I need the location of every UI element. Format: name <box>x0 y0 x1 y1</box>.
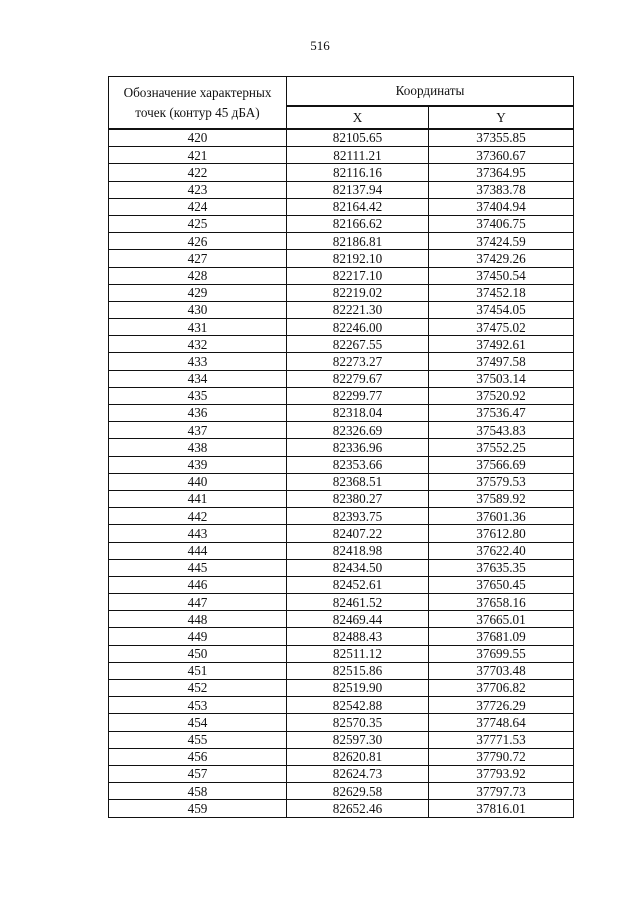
cell-x: 82488.43 <box>287 628 429 645</box>
cell-x: 82469.44 <box>287 611 429 628</box>
cell-x: 82515.86 <box>287 662 429 679</box>
table-row <box>109 353 574 370</box>
table-row <box>109 783 574 800</box>
cell-y: 37429.26 <box>429 250 574 267</box>
table-row <box>109 490 574 507</box>
cell-y: 37699.55 <box>429 645 574 662</box>
cell-y: 37503.14 <box>429 370 574 387</box>
table-row <box>109 319 574 336</box>
cell-point: 430 <box>109 301 287 318</box>
table-body <box>109 129 574 817</box>
cell-y: 37383.78 <box>429 181 574 198</box>
cell-point: 420 <box>109 129 287 147</box>
table-row <box>109 456 574 473</box>
table-row <box>109 370 574 387</box>
cell-x: 82570.35 <box>287 714 429 731</box>
table-row <box>109 559 574 576</box>
cell-point: 453 <box>109 697 287 714</box>
cell-y: 37589.92 <box>429 490 574 507</box>
cell-y: 37612.80 <box>429 525 574 542</box>
cell-y: 37622.40 <box>429 542 574 559</box>
cell-point: 448 <box>109 611 287 628</box>
cell-x: 82368.51 <box>287 473 429 490</box>
table-row <box>109 198 574 215</box>
cell-point: 443 <box>109 525 287 542</box>
cell-x: 82164.42 <box>287 198 429 215</box>
cell-point: 451 <box>109 662 287 679</box>
cell-point: 450 <box>109 645 287 662</box>
cell-y: 37706.82 <box>429 680 574 697</box>
table-row <box>109 748 574 765</box>
header-x: X <box>287 106 429 129</box>
cell-point: 458 <box>109 783 287 800</box>
table-row <box>109 680 574 697</box>
cell-point: 446 <box>109 576 287 593</box>
table-row <box>109 215 574 232</box>
cell-point: 432 <box>109 336 287 353</box>
cell-y: 37497.58 <box>429 353 574 370</box>
cell-point: 426 <box>109 233 287 250</box>
table-row <box>109 800 574 817</box>
cell-y: 37790.72 <box>429 748 574 765</box>
cell-point: 435 <box>109 387 287 404</box>
cell-x: 82461.52 <box>287 594 429 611</box>
cell-x: 82318.04 <box>287 405 429 422</box>
table-row <box>109 422 574 439</box>
cell-y: 37492.61 <box>429 336 574 353</box>
coordinates-table <box>108 76 574 818</box>
table-row <box>109 301 574 318</box>
cell-point: 447 <box>109 594 287 611</box>
cell-x: 82111.21 <box>287 147 429 164</box>
table-row <box>109 147 574 164</box>
cell-y: 37406.75 <box>429 215 574 232</box>
cell-point: 442 <box>109 508 287 525</box>
cell-point: 434 <box>109 370 287 387</box>
cell-y: 37364.95 <box>429 164 574 181</box>
cell-x: 82267.55 <box>287 336 429 353</box>
cell-y: 37703.48 <box>429 662 574 679</box>
cell-y: 37520.92 <box>429 387 574 404</box>
table-row <box>109 336 574 353</box>
cell-y: 37566.69 <box>429 456 574 473</box>
cell-point: 456 <box>109 748 287 765</box>
cell-point: 437 <box>109 422 287 439</box>
table-row <box>109 473 574 490</box>
cell-point: 438 <box>109 439 287 456</box>
table-row <box>109 164 574 181</box>
cell-point: 425 <box>109 215 287 232</box>
table-row <box>109 439 574 456</box>
table-row <box>109 508 574 525</box>
cell-y: 37681.09 <box>429 628 574 645</box>
table-row <box>109 765 574 782</box>
cell-y: 37536.47 <box>429 405 574 422</box>
cell-point: 439 <box>109 456 287 473</box>
table-row <box>109 284 574 301</box>
header-y: Y <box>429 106 574 129</box>
table-row <box>109 525 574 542</box>
cell-y: 37650.45 <box>429 576 574 593</box>
table-header <box>109 77 574 130</box>
cell-x: 82336.96 <box>287 439 429 456</box>
cell-x: 82246.00 <box>287 319 429 336</box>
table-row <box>109 594 574 611</box>
header-coordinates: Координаты <box>287 77 574 107</box>
table-row <box>109 714 574 731</box>
cell-point: 429 <box>109 284 287 301</box>
cell-x: 82519.90 <box>287 680 429 697</box>
cell-x: 82620.81 <box>287 748 429 765</box>
cell-x: 82221.30 <box>287 301 429 318</box>
cell-x: 82186.81 <box>287 233 429 250</box>
cell-x: 82353.66 <box>287 456 429 473</box>
cell-y: 37793.92 <box>429 765 574 782</box>
cell-point: 441 <box>109 490 287 507</box>
table-row <box>109 233 574 250</box>
table-row <box>109 129 574 147</box>
table-row <box>109 542 574 559</box>
cell-x: 82597.30 <box>287 731 429 748</box>
cell-x: 82192.10 <box>287 250 429 267</box>
cell-x: 82452.61 <box>287 576 429 593</box>
cell-x: 82279.67 <box>287 370 429 387</box>
cell-y: 37452.18 <box>429 284 574 301</box>
cell-point: 459 <box>109 800 287 817</box>
cell-point: 444 <box>109 542 287 559</box>
cell-y: 37816.01 <box>429 800 574 817</box>
table-row <box>109 181 574 198</box>
table-row <box>109 731 574 748</box>
table-row <box>109 628 574 645</box>
cell-y: 37601.36 <box>429 508 574 525</box>
cell-y: 37475.02 <box>429 319 574 336</box>
cell-point: 436 <box>109 405 287 422</box>
cell-x: 82217.10 <box>287 267 429 284</box>
cell-x: 82137.94 <box>287 181 429 198</box>
cell-x: 82434.50 <box>287 559 429 576</box>
table-row <box>109 405 574 422</box>
cell-y: 37355.85 <box>429 129 574 147</box>
cell-x: 82116.16 <box>287 164 429 181</box>
cell-y: 37797.73 <box>429 783 574 800</box>
cell-point: 445 <box>109 559 287 576</box>
cell-y: 37404.94 <box>429 198 574 215</box>
cell-x: 82652.46 <box>287 800 429 817</box>
cell-x: 82511.12 <box>287 645 429 662</box>
cell-y: 37454.05 <box>429 301 574 318</box>
cell-y: 37543.83 <box>429 422 574 439</box>
cell-y: 37665.01 <box>429 611 574 628</box>
cell-x: 82629.58 <box>287 783 429 800</box>
cell-point: 423 <box>109 181 287 198</box>
cell-point: 455 <box>109 731 287 748</box>
cell-x: 82407.22 <box>287 525 429 542</box>
cell-x: 82219.02 <box>287 284 429 301</box>
cell-y: 37748.64 <box>429 714 574 731</box>
cell-y: 37771.53 <box>429 731 574 748</box>
table-row <box>109 267 574 284</box>
cell-y: 37726.29 <box>429 697 574 714</box>
table-row <box>109 387 574 404</box>
cell-point: 427 <box>109 250 287 267</box>
cell-point: 428 <box>109 267 287 284</box>
cell-point: 457 <box>109 765 287 782</box>
table-row <box>109 576 574 593</box>
cell-x: 82624.73 <box>287 765 429 782</box>
cell-point: 424 <box>109 198 287 215</box>
cell-x: 82273.27 <box>287 353 429 370</box>
cell-point: 452 <box>109 680 287 697</box>
cell-x: 82299.77 <box>287 387 429 404</box>
cell-y: 37579.53 <box>429 473 574 490</box>
cell-point: 449 <box>109 628 287 645</box>
cell-x: 82380.27 <box>287 490 429 507</box>
table-row <box>109 250 574 267</box>
table-row <box>109 662 574 679</box>
cell-y: 37658.16 <box>429 594 574 611</box>
header-row-top <box>109 77 574 107</box>
cell-y: 37635.35 <box>429 559 574 576</box>
table-row <box>109 611 574 628</box>
cell-x: 82105.65 <box>287 129 429 147</box>
cell-point: 440 <box>109 473 287 490</box>
cell-point: 422 <box>109 164 287 181</box>
table-row <box>109 645 574 662</box>
cell-point: 421 <box>109 147 287 164</box>
table-row <box>109 697 574 714</box>
cell-x: 82542.88 <box>287 697 429 714</box>
cell-point: 433 <box>109 353 287 370</box>
cell-point: 431 <box>109 319 287 336</box>
cell-y: 37424.59 <box>429 233 574 250</box>
cell-x: 82418.98 <box>287 542 429 559</box>
cell-y: 37450.54 <box>429 267 574 284</box>
cell-point: 454 <box>109 714 287 731</box>
cell-y: 37360.67 <box>429 147 574 164</box>
page-number: 516 <box>310 38 330 53</box>
cell-x: 82393.75 <box>287 508 429 525</box>
cell-x: 82326.69 <box>287 422 429 439</box>
cell-x: 82166.62 <box>287 215 429 232</box>
header-point-designation: Обозначение характерных точек (контур 45 дБА) <box>109 77 287 130</box>
cell-y: 37552.25 <box>429 439 574 456</box>
